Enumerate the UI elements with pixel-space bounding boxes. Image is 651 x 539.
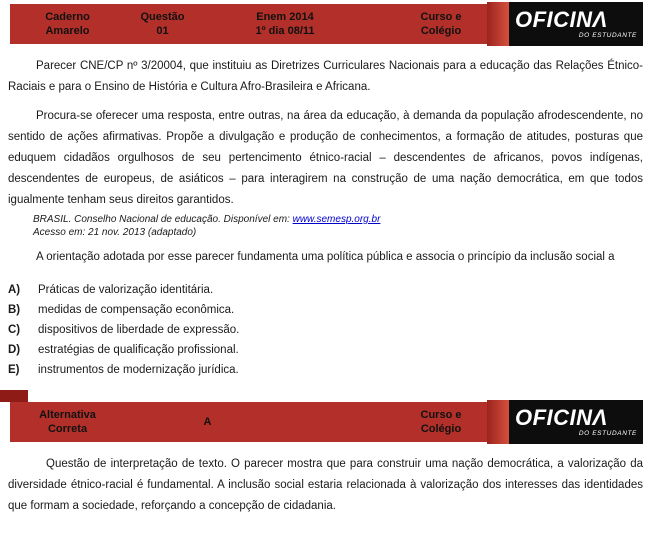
option-a — [8, 280, 643, 300]
citation-line-1 — [33, 213, 643, 226]
answer-value-cell — [125, 402, 290, 442]
explanation-text: Questão de interpretação de texto. O parecer mostra que para construir uma nação democrática, a valorização da diversidade étnico-racial é fundamental. A inclusão social estaria relacionada à valorização dos interesses das identidades que formam a sociedade, reforçando a concepção de cidadania. — [8, 458, 643, 512]
option-b — [8, 300, 643, 320]
exam-cell — [200, 4, 370, 44]
question-paragraph-1: Parecer CNE/CP nº 3/20004, que instituiu as Diretrizes Curriculares Nacionais para a educação das Relações Étnico- Raciais e para o Ensino de História e Cultura Afro-Brasileira e Africana. — [8, 60, 643, 93]
citation-source: BRASIL. Conselho Nacional de educação. Disponível em: — [33, 214, 293, 225]
answer-curso-line2: Colégio — [420, 423, 462, 435]
alternativa-label-2: Correta — [47, 423, 88, 435]
header-spacer — [370, 4, 395, 44]
question-header-bar — [0, 4, 651, 44]
option-a-text: Práticas de valorização identitária. — [38, 284, 214, 296]
logo-wordmark: OFICINΛ — [515, 6, 608, 32]
option-c-letter: C) — [8, 324, 21, 336]
option-e — [8, 360, 643, 380]
correct-answer-value: A — [203, 416, 212, 428]
option-a-letter: A) — [8, 284, 21, 296]
answer-header-bar — [0, 402, 651, 442]
option-e-letter: E) — [8, 364, 20, 376]
citation-block — [33, 213, 643, 239]
curso-line1: Curso e — [420, 11, 462, 23]
curso-cell — [395, 4, 487, 44]
logo-tagline-answer: DO ESTUDANTE — [578, 429, 637, 437]
logo-tagline: DO ESTUDANTE — [578, 31, 637, 39]
logo-red-fade — [487, 2, 509, 46]
questao-cell — [125, 4, 200, 44]
logo-wordmark-answer: OFICINΛ — [515, 404, 608, 430]
oficina-logo-answer — [487, 400, 643, 444]
caderno-value: Amarelo — [45, 25, 90, 37]
option-c — [8, 320, 643, 340]
oficina-logo — [487, 2, 643, 46]
option-b-letter: B) — [8, 304, 21, 316]
logo-box-answer — [509, 400, 643, 444]
answer-curso-cell — [395, 402, 487, 442]
question-prompt: A orientação adotada por esse parecer fundamenta uma política pública e associa o princípio da inclusão social a — [36, 251, 615, 263]
citation-link[interactable]: www.semesp.org.br — [292, 214, 381, 225]
alternativa-cell — [10, 402, 125, 442]
explanation-section — [0, 454, 651, 517]
curso-line2: Colégio — [420, 25, 462, 37]
corner-tab — [0, 390, 28, 402]
option-d-text: estratégias de qualificação profissional. — [38, 344, 239, 356]
exam-date: 1º dia 08/11 — [255, 25, 315, 37]
option-c-text: dispositivos de liberdade de expressão. — [38, 324, 240, 336]
option-e-text: instrumentos de modernização jurídica. — [38, 364, 239, 376]
logo-red-fade-answer — [487, 400, 509, 444]
answer-bar-spacer — [290, 402, 395, 442]
option-d-letter: D) — [8, 344, 21, 356]
citation-line-2: Acesso em: 21 nov. 2013 (adaptado) — [33, 227, 197, 238]
questao-value: 01 — [156, 25, 169, 37]
alternativa-label-1: Alternativa — [39, 409, 96, 421]
questao-label: Questão — [140, 11, 185, 23]
answer-curso-line1: Curso e — [420, 409, 462, 421]
option-d — [8, 340, 643, 360]
question-body — [0, 56, 651, 380]
caderno-label: Caderno — [45, 11, 90, 23]
option-b-text: medidas de compensação econômica. — [38, 304, 235, 316]
question-paragraph-2: Procura-se oferecer uma resposta, entre outras, na área da educação, à demanda da população afrodescendente, no sentido de ações afirmativas. Propõe a divulgação e produção de conhecimentos, a formação de atitudes, posturas que eduquem cidadãos orgulhosos de seu pertencimento étnico-racial – descendentes de africanos, povos indígenas, descendentes de europeus, de asiáticos – para interagirem na construção de uma nação democrática, em que todos igualmente tenham seus direitos garantidos. — [8, 110, 643, 206]
exam-name: Enem 2014 — [256, 11, 314, 23]
caderno-cell — [10, 4, 125, 44]
options-list — [8, 280, 643, 380]
logo-box — [509, 2, 643, 46]
